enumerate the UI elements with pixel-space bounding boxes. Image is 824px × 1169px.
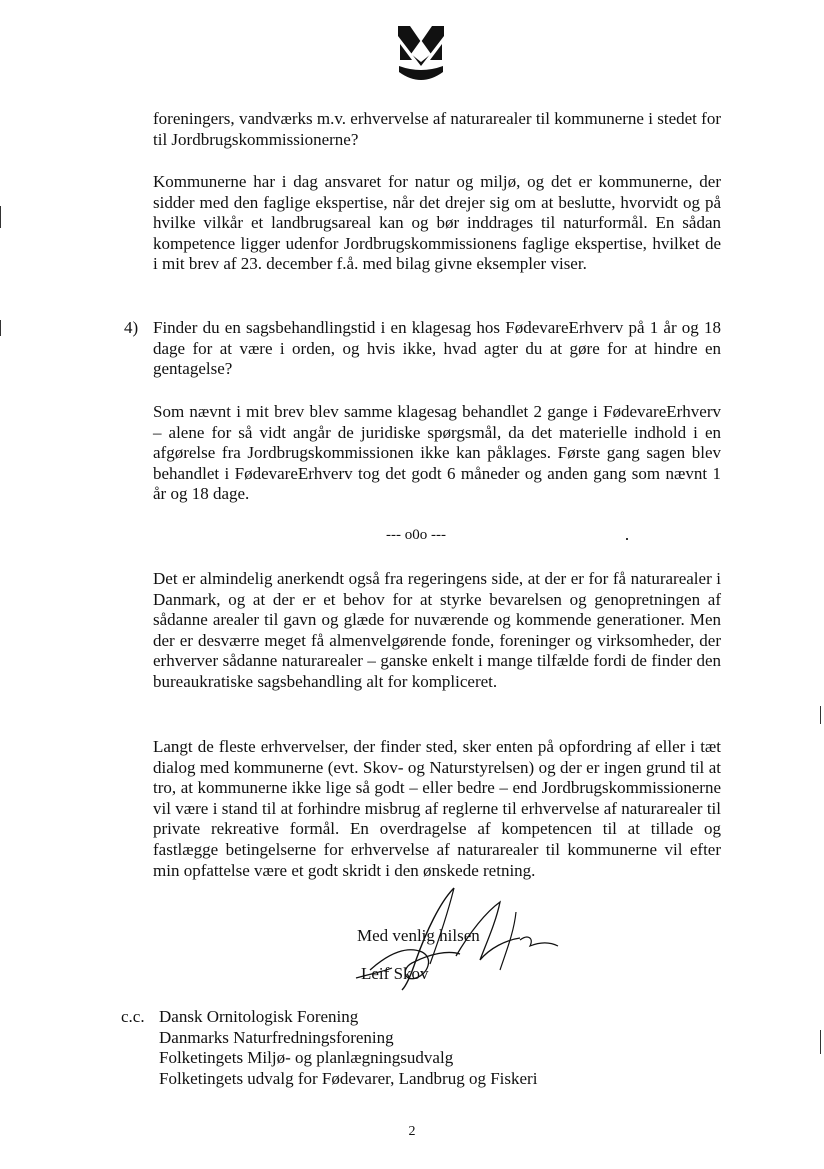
cc-recipient: Dansk Ornitologisk Forening (159, 1007, 359, 1026)
cc-recipient: Danmarks Naturfredningsforening (159, 1027, 394, 1047)
question-text: Finder du en sagsbehandlingstid i en klagesag hos FødevareErhverv på 1 år og 18 dage for at være i orden, og hvis ikke, hvad agter du at gøre for at hindre en gentagelse? (153, 318, 721, 379)
paragraph-case-handling: Som nævnt i mit brev blev samme klagesag behandlet 2 gange i FødevareErhverv – alene for så vidt angår de juridiske spørgsmål, da det materielle indhold i en afgørelse fra Jordbrugskommissionen ikke kan påklages. Første gang sagen blev behandlet i FødevareErhverv tog det godt 6 måneder og anden gang som nævnt 1 år og 18 dage. (153, 402, 721, 504)
scan-mark (626, 538, 628, 540)
scan-mark (0, 320, 1, 336)
paragraph-acquisitions: Langt de fleste erhvervelser, der finder sted, sker enten på opfordring af eller i tæt dialog med kommunerne (evt. Skov- og Naturstyrelsen) og der er ingen grund til at tro, at kommunerne ikke lige så godt – eller bedre – end Jordbrugskommissionerne vil være i stand til at forhindre misbrug af reglerne til erhvervelse af naturarealer til private rekreative formål. En overdragelse af kompetencen til at tillade og fastlægge betingelserne for erhvervelse af naturarealer til kommunerne vil efter min opfattelse være et godt skridt i den ønskede retning. (153, 737, 721, 880)
scan-mark (820, 1030, 821, 1054)
closing (357, 926, 480, 984)
paragraph-competence: Kommunerne har i dag ansvaret for natur og miljø, og det er kommunerne, der sidder med den faglige ekspertise, når det drejer sig om at beslutte, hvorvidt og på hvilke vilkår et landbrugsareal kan og bør inddrages til naturformål. En sådan kompetence ligger udenfor Jordbrugskommissionens faglige ekspertise, hvilket de i mit brev af 23. december f.å. med bilag givne eksempler viser. (153, 172, 721, 274)
page-number: 2 (408, 1124, 416, 1139)
paragraph-nature-areas: Det er almindelig anerkendt også fra regeringens side, at der er for få naturarealer i Danmark, og at der er et behov for at styrke bevarelsen og genopretningen af sådanne arealer til gavn og glæde for nuværende og kommende generationer. Men der er desværre meget få almenvelgørende fonde, foreninger og virksomheder, der erhverver sådanne naturarealer – ganske enkelt i mange tilfælde fordi de finder den bureaukratiske sagsbehandling alt for kompliceret. (153, 569, 721, 691)
municipal-crest-icon (396, 22, 446, 84)
section-separator: --- o0o --- (386, 527, 446, 543)
question-number: 4) (124, 318, 139, 337)
cc-recipients (159, 1007, 537, 1089)
cc-label: c.c. (121, 1007, 145, 1026)
cc-recipient: Folketingets udvalg for Fødevarer, Landbrug og Fiskeri (159, 1068, 538, 1088)
cc-recipient: Folketingets Miljø- og planlægningsudvalg (159, 1048, 454, 1068)
signatory-name: Leif Skov (361, 963, 429, 983)
cc-section (121, 1007, 538, 1088)
question-4 (124, 318, 721, 380)
scan-mark (820, 706, 821, 724)
scan-mark (0, 206, 1, 228)
paragraph-continuation: foreningers, vandværks m.v. erhvervelse af naturarealer til kommunerne i stedet for til Jordbrugskommissionerne? (153, 109, 721, 149)
closing-greeting: Med venlig hilsen (357, 926, 480, 945)
